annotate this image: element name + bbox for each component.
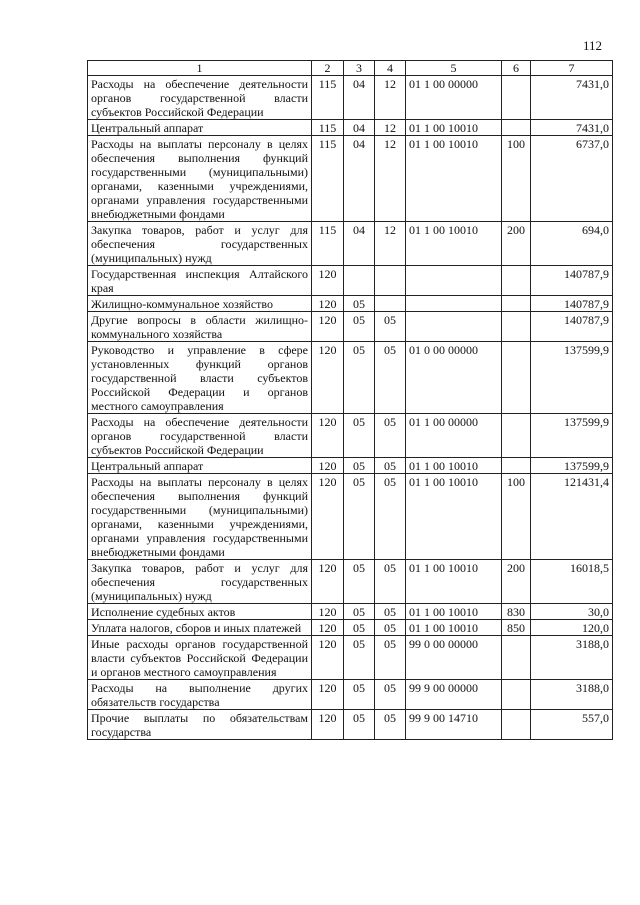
row-target-item-code xyxy=(406,266,502,296)
row-expense-type-code: 100 xyxy=(502,474,531,560)
row-name: Прочие выплаты по обязательствам государства xyxy=(88,710,312,740)
row-amount: 7431,0 xyxy=(531,76,613,120)
row-section-code: 04 xyxy=(344,120,375,136)
row-department-code: 120 xyxy=(312,458,344,474)
row-amount: 557,0 xyxy=(531,710,613,740)
budget-table xyxy=(87,60,613,740)
row-department-code: 115 xyxy=(312,136,344,222)
row-subsection-code: 05 xyxy=(375,312,406,342)
table-row xyxy=(88,680,613,710)
row-expense-type-code: 100 xyxy=(502,136,531,222)
table-row xyxy=(88,458,613,474)
row-amount: 140787,9 xyxy=(531,296,613,312)
column-header-section: 3 xyxy=(344,61,375,76)
row-section-code: 05 xyxy=(344,604,375,620)
row-name: Иные расходы органов государственной власти субъектов Российской Федерации и органов местного самоуправления xyxy=(88,636,312,680)
row-name: Расходы на выплаты персоналу в целях обеспечения выполнения функций государственными (муниципальными) органами, казенными учреждениями, органами управления государственными внебюджетными фондами xyxy=(88,474,312,560)
row-expense-type-code xyxy=(502,458,531,474)
row-amount: 6737,0 xyxy=(531,136,613,222)
table-row xyxy=(88,604,613,620)
row-subsection-code: 05 xyxy=(375,604,406,620)
row-amount: 137599,9 xyxy=(531,414,613,458)
header-row xyxy=(88,61,613,76)
row-department-code: 120 xyxy=(312,560,344,604)
row-expense-type-code xyxy=(502,312,531,342)
row-expense-type-code: 850 xyxy=(502,620,531,636)
table-row xyxy=(88,636,613,680)
table-row xyxy=(88,414,613,458)
row-department-code: 120 xyxy=(312,636,344,680)
row-target-item-code: 01 1 00 10010 xyxy=(406,458,502,474)
row-name: Государственная инспекция Алтайского края xyxy=(88,266,312,296)
row-subsection-code xyxy=(375,296,406,312)
row-target-item-code: 01 1 00 00000 xyxy=(406,414,502,458)
row-subsection-code: 05 xyxy=(375,710,406,740)
row-target-item-code: 01 1 00 00000 xyxy=(406,76,502,120)
row-expense-type-code: 200 xyxy=(502,560,531,604)
row-name: Уплата налогов, сборов и иных платежей xyxy=(88,620,312,636)
row-subsection-code: 05 xyxy=(375,560,406,604)
row-subsection-code: 05 xyxy=(375,620,406,636)
row-amount: 137599,9 xyxy=(531,342,613,414)
row-section-code: 05 xyxy=(344,458,375,474)
row-target-item-code: 99 9 00 14710 xyxy=(406,710,502,740)
row-department-code: 120 xyxy=(312,266,344,296)
row-expense-type-code xyxy=(502,414,531,458)
row-amount: 137599,9 xyxy=(531,458,613,474)
column-header-subsection: 4 xyxy=(375,61,406,76)
row-expense-type-code xyxy=(502,342,531,414)
row-department-code: 120 xyxy=(312,474,344,560)
row-department-code: 115 xyxy=(312,120,344,136)
row-name: Другие вопросы в области жилищно-коммунального хозяйства xyxy=(88,312,312,342)
row-amount: 16018,5 xyxy=(531,560,613,604)
row-name: Руководство и управление в сфере установленных функций органов государственной власти субъектов Российской Федерации и органов местного самоуправления xyxy=(88,342,312,414)
row-name: Закупка товаров, работ и услуг для обеспечения государственных (муниципальных) нужд xyxy=(88,560,312,604)
row-department-code: 115 xyxy=(312,76,344,120)
row-section-code: 05 xyxy=(344,680,375,710)
table-row xyxy=(88,136,613,222)
row-name: Расходы на выполнение других обязательств государства xyxy=(88,680,312,710)
row-name: Центральный аппарат xyxy=(88,120,312,136)
row-expense-type-code xyxy=(502,636,531,680)
column-header-department: 2 xyxy=(312,61,344,76)
row-expense-type-code: 830 xyxy=(502,604,531,620)
page-number: 112 xyxy=(582,38,602,53)
row-amount: 7431,0 xyxy=(531,120,613,136)
table-body xyxy=(88,76,613,740)
row-section-code: 05 xyxy=(344,342,375,414)
table-row xyxy=(88,76,613,120)
row-department-code: 115 xyxy=(312,222,344,266)
row-amount: 3188,0 xyxy=(531,680,613,710)
row-department-code: 120 xyxy=(312,604,344,620)
row-amount: 120,0 xyxy=(531,620,613,636)
column-header-name: 1 xyxy=(88,61,312,76)
row-name: Расходы на выплаты персоналу в целях обеспечения выполнения функций государственными (муниципальными) органами, казенными учреждениями, органами управления государственными внебюджетными фондами xyxy=(88,136,312,222)
row-subsection-code: 05 xyxy=(375,636,406,680)
row-section-code: 05 xyxy=(344,620,375,636)
row-subsection-code: 05 xyxy=(375,458,406,474)
row-target-item-code: 99 0 00 00000 xyxy=(406,636,502,680)
row-section-code: 04 xyxy=(344,222,375,266)
table-row xyxy=(88,296,613,312)
row-section-code: 04 xyxy=(344,136,375,222)
row-section-code: 05 xyxy=(344,414,375,458)
row-amount: 694,0 xyxy=(531,222,613,266)
table-row xyxy=(88,710,613,740)
row-department-code: 120 xyxy=(312,414,344,458)
column-header-target-item: 5 xyxy=(406,61,502,76)
table-row xyxy=(88,560,613,604)
row-name: Расходы на обеспечение деятельности органов государственной власти субъектов Российской Федерации xyxy=(88,76,312,120)
row-subsection-code: 12 xyxy=(375,136,406,222)
row-department-code: 120 xyxy=(312,342,344,414)
row-amount: 140787,9 xyxy=(531,266,613,296)
row-name: Исполнение судебных актов xyxy=(88,604,312,620)
column-header-expense-type: 6 xyxy=(502,61,531,76)
row-department-code: 120 xyxy=(312,680,344,710)
row-section-code: 05 xyxy=(344,474,375,560)
row-expense-type-code xyxy=(502,266,531,296)
row-target-item-code: 01 0 00 00000 xyxy=(406,342,502,414)
row-target-item-code: 99 9 00 00000 xyxy=(406,680,502,710)
row-subsection-code xyxy=(375,266,406,296)
row-expense-type-code xyxy=(502,296,531,312)
row-expense-type-code xyxy=(502,120,531,136)
row-name: Жилищно-коммунальное хозяйство xyxy=(88,296,312,312)
row-expense-type-code xyxy=(502,710,531,740)
table-row xyxy=(88,342,613,414)
row-section-code: 05 xyxy=(344,312,375,342)
row-section-code: 05 xyxy=(344,296,375,312)
row-target-item-code: 01 1 00 10010 xyxy=(406,136,502,222)
row-subsection-code: 12 xyxy=(375,222,406,266)
row-section-code: 05 xyxy=(344,636,375,680)
row-subsection-code: 12 xyxy=(375,76,406,120)
column-header-amount: 7 xyxy=(531,61,613,76)
row-target-item-code: 01 1 00 10010 xyxy=(406,620,502,636)
row-expense-type-code: 200 xyxy=(502,222,531,266)
row-expense-type-code xyxy=(502,680,531,710)
row-target-item-code xyxy=(406,312,502,342)
row-target-item-code: 01 1 00 10010 xyxy=(406,222,502,266)
table-row xyxy=(88,222,613,266)
row-target-item-code: 01 1 00 10010 xyxy=(406,120,502,136)
row-target-item-code xyxy=(406,296,502,312)
row-name: Расходы на обеспечение деятельности органов государственной власти субъектов Российской Федерации xyxy=(88,414,312,458)
row-subsection-code: 05 xyxy=(375,414,406,458)
row-target-item-code: 01 1 00 10010 xyxy=(406,604,502,620)
row-target-item-code: 01 1 00 10010 xyxy=(406,474,502,560)
row-subsection-code: 05 xyxy=(375,680,406,710)
row-section-code: 05 xyxy=(344,560,375,604)
row-amount: 121431,4 xyxy=(531,474,613,560)
row-name: Закупка товаров, работ и услуг для обеспечения государственных (муниципальных) нужд xyxy=(88,222,312,266)
row-amount: 140787,9 xyxy=(531,312,613,342)
row-target-item-code: 01 1 00 10010 xyxy=(406,560,502,604)
table-row xyxy=(88,620,613,636)
row-subsection-code: 12 xyxy=(375,120,406,136)
row-expense-type-code xyxy=(502,76,531,120)
table-row xyxy=(88,266,613,296)
row-section-code: 05 xyxy=(344,710,375,740)
table-row xyxy=(88,474,613,560)
row-department-code: 120 xyxy=(312,312,344,342)
row-section-code: 04 xyxy=(344,76,375,120)
row-amount: 30,0 xyxy=(531,604,613,620)
row-amount: 3188,0 xyxy=(531,636,613,680)
table-row xyxy=(88,312,613,342)
row-department-code: 120 xyxy=(312,710,344,740)
row-section-code xyxy=(344,266,375,296)
row-department-code: 120 xyxy=(312,296,344,312)
row-subsection-code: 05 xyxy=(375,342,406,414)
row-department-code: 120 xyxy=(312,620,344,636)
row-subsection-code: 05 xyxy=(375,474,406,560)
table-row xyxy=(88,120,613,136)
row-name: Центральный аппарат xyxy=(88,458,312,474)
